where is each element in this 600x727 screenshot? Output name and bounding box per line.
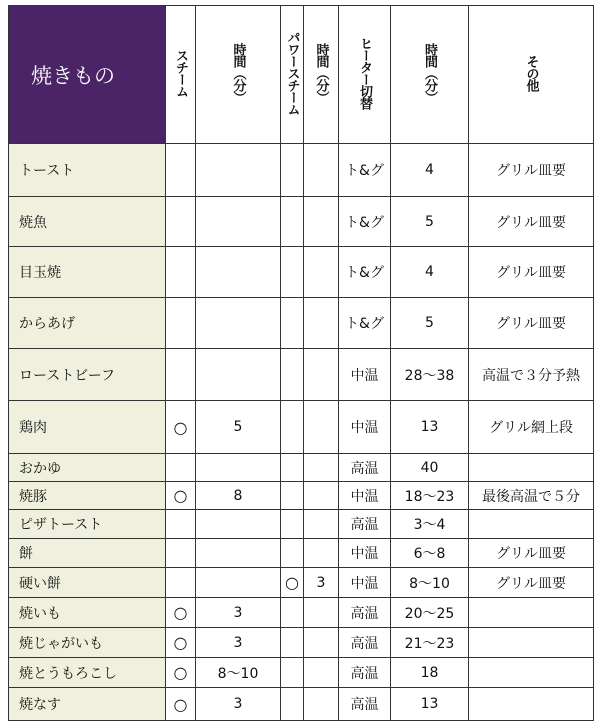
table-row — [9, 401, 594, 454]
cell-food: からあげ — [9, 298, 166, 349]
cell-steam: ○ — [166, 628, 196, 658]
cell-power-time — [304, 688, 339, 721]
cell-power — [281, 247, 304, 298]
cell-power — [281, 401, 304, 454]
cell-steam — [166, 510, 196, 539]
cell-heater: 高温 — [339, 454, 391, 482]
cell-food: トースト — [9, 144, 166, 197]
cell-power-time — [304, 658, 339, 688]
cell-steam-time — [196, 454, 281, 482]
table-row — [9, 144, 594, 197]
table-row — [9, 349, 594, 401]
cell-steam-time — [196, 197, 281, 247]
cell-food: 焼豚 — [9, 482, 166, 510]
cell-steam-time: 8～10 — [196, 658, 281, 688]
header-row — [9, 6, 594, 144]
cell-other — [469, 688, 594, 721]
cell-power — [281, 658, 304, 688]
cell-power — [281, 628, 304, 658]
cell-time: 8～10 — [391, 568, 469, 598]
cell-other — [469, 510, 594, 539]
table-row — [9, 454, 594, 482]
table-title: 焼きもの — [9, 6, 166, 144]
cell-power — [281, 688, 304, 721]
cell-other — [469, 598, 594, 628]
cell-power-time — [304, 539, 339, 568]
cell-food: 硬い餅 — [9, 568, 166, 598]
cell-power: ○ — [281, 568, 304, 598]
cell-power — [281, 298, 304, 349]
cell-steam-time: 8 — [196, 482, 281, 510]
cell-food: 焼いも — [9, 598, 166, 628]
cell-food: ローストビーフ — [9, 349, 166, 401]
cell-power-time — [304, 144, 339, 197]
table-row — [9, 628, 594, 658]
cell-steam-time — [196, 539, 281, 568]
cell-steam-time — [196, 247, 281, 298]
cell-steam — [166, 568, 196, 598]
table-row — [9, 688, 594, 721]
cell-heater: 高温 — [339, 510, 391, 539]
cell-steam — [166, 197, 196, 247]
cell-power-time — [304, 349, 339, 401]
cell-other: 高温で３分予熱 — [469, 349, 594, 401]
cell-power-time — [304, 482, 339, 510]
cell-time: 3～4 — [391, 510, 469, 539]
cell-time: 5 — [391, 298, 469, 349]
cell-power — [281, 598, 304, 628]
cell-other: グリル皿要 — [469, 539, 594, 568]
cell-steam — [166, 298, 196, 349]
cell-heater: 中温 — [339, 482, 391, 510]
cell-steam-time — [196, 144, 281, 197]
cell-steam-time — [196, 298, 281, 349]
cell-heater: 中温 — [339, 539, 391, 568]
cell-other: 最後高温で５分 — [469, 482, 594, 510]
table-row — [9, 298, 594, 349]
cell-time: 13 — [391, 688, 469, 721]
cell-power-time: 3 — [304, 568, 339, 598]
cell-power-time — [304, 401, 339, 454]
cell-other: グリル皿要 — [469, 144, 594, 197]
cell-heater: 中温 — [339, 568, 391, 598]
cell-other: グリル皿要 — [469, 568, 594, 598]
cell-heater: 中温 — [339, 401, 391, 454]
cell-time: 40 — [391, 454, 469, 482]
header-steam-time: 時間（分） — [196, 6, 281, 144]
cell-steam: ○ — [166, 482, 196, 510]
header-power-time: 時間（分） — [304, 6, 339, 144]
cell-steam — [166, 539, 196, 568]
cell-food: おかゆ — [9, 454, 166, 482]
cell-steam: ○ — [166, 688, 196, 721]
cell-food: 焼じゃがいも — [9, 628, 166, 658]
cell-steam-time — [196, 349, 281, 401]
cell-time: 13 — [391, 401, 469, 454]
cell-other: グリル皿要 — [469, 298, 594, 349]
cell-time: 18～23 — [391, 482, 469, 510]
cell-steam: ○ — [166, 658, 196, 688]
cell-steam — [166, 144, 196, 197]
cell-steam: ○ — [166, 401, 196, 454]
cell-power-time — [304, 598, 339, 628]
cell-power-time — [304, 298, 339, 349]
cell-steam — [166, 349, 196, 401]
cell-time: 4 — [391, 144, 469, 197]
cell-heater: ト&グ — [339, 197, 391, 247]
cell-other: グリル皿要 — [469, 197, 594, 247]
header-heater-time: 時間（分） — [391, 6, 469, 144]
cell-food: 焼なす — [9, 688, 166, 721]
cell-power-time — [304, 247, 339, 298]
table-row — [9, 598, 594, 628]
cell-other: グリル網上段 — [469, 401, 594, 454]
cell-heater: ト&グ — [339, 298, 391, 349]
header-steam: スチーム — [166, 6, 196, 144]
cell-food: ピザトースト — [9, 510, 166, 539]
cell-heater: ト&グ — [339, 247, 391, 298]
cell-steam-time: 3 — [196, 688, 281, 721]
table-row — [9, 197, 594, 247]
cell-steam-time — [196, 510, 281, 539]
cell-food: 焼とうもろこし — [9, 658, 166, 688]
cell-power — [281, 510, 304, 539]
cell-time: 21～23 — [391, 628, 469, 658]
cell-time: 20～25 — [391, 598, 469, 628]
cell-food: 鶏肉 — [9, 401, 166, 454]
cell-steam-time: 5 — [196, 401, 281, 454]
cell-steam — [166, 454, 196, 482]
cell-power — [281, 144, 304, 197]
cell-heater: 中温 — [339, 349, 391, 401]
cell-power-time — [304, 628, 339, 658]
cell-power — [281, 349, 304, 401]
table-row — [9, 510, 594, 539]
table-row — [9, 539, 594, 568]
cell-steam-time: 3 — [196, 598, 281, 628]
cell-heater: 高温 — [339, 688, 391, 721]
cell-power — [281, 539, 304, 568]
table-row — [9, 247, 594, 298]
cell-other: グリル皿要 — [469, 247, 594, 298]
cell-time: 5 — [391, 197, 469, 247]
cell-power — [281, 482, 304, 510]
cell-steam — [166, 247, 196, 298]
header-power-steam: パワースチーム — [281, 6, 304, 144]
cell-heater: 高温 — [339, 628, 391, 658]
cell-time: 18 — [391, 658, 469, 688]
cell-power — [281, 454, 304, 482]
cell-heater: 高温 — [339, 598, 391, 628]
cell-steam: ○ — [166, 598, 196, 628]
cell-heater: ト&グ — [339, 144, 391, 197]
cooking-table — [8, 5, 594, 721]
cell-other — [469, 658, 594, 688]
cell-power-time — [304, 197, 339, 247]
cell-food: 焼魚 — [9, 197, 166, 247]
cell-power — [281, 197, 304, 247]
cell-other — [469, 454, 594, 482]
cell-steam-time: 3 — [196, 628, 281, 658]
cell-steam-time — [196, 568, 281, 598]
cell-power-time — [304, 454, 339, 482]
cell-other — [469, 628, 594, 658]
cell-time: 28～38 — [391, 349, 469, 401]
cell-food: 餅 — [9, 539, 166, 568]
table-row — [9, 568, 594, 598]
table-row — [9, 482, 594, 510]
header-other: その他 — [469, 6, 594, 144]
cell-heater: 高温 — [339, 658, 391, 688]
cell-power-time — [304, 510, 339, 539]
cell-food: 目玉焼 — [9, 247, 166, 298]
header-heater: ヒーター切替 — [339, 6, 391, 144]
cell-time: 4 — [391, 247, 469, 298]
table-row — [9, 658, 594, 688]
cell-time: 6～8 — [391, 539, 469, 568]
